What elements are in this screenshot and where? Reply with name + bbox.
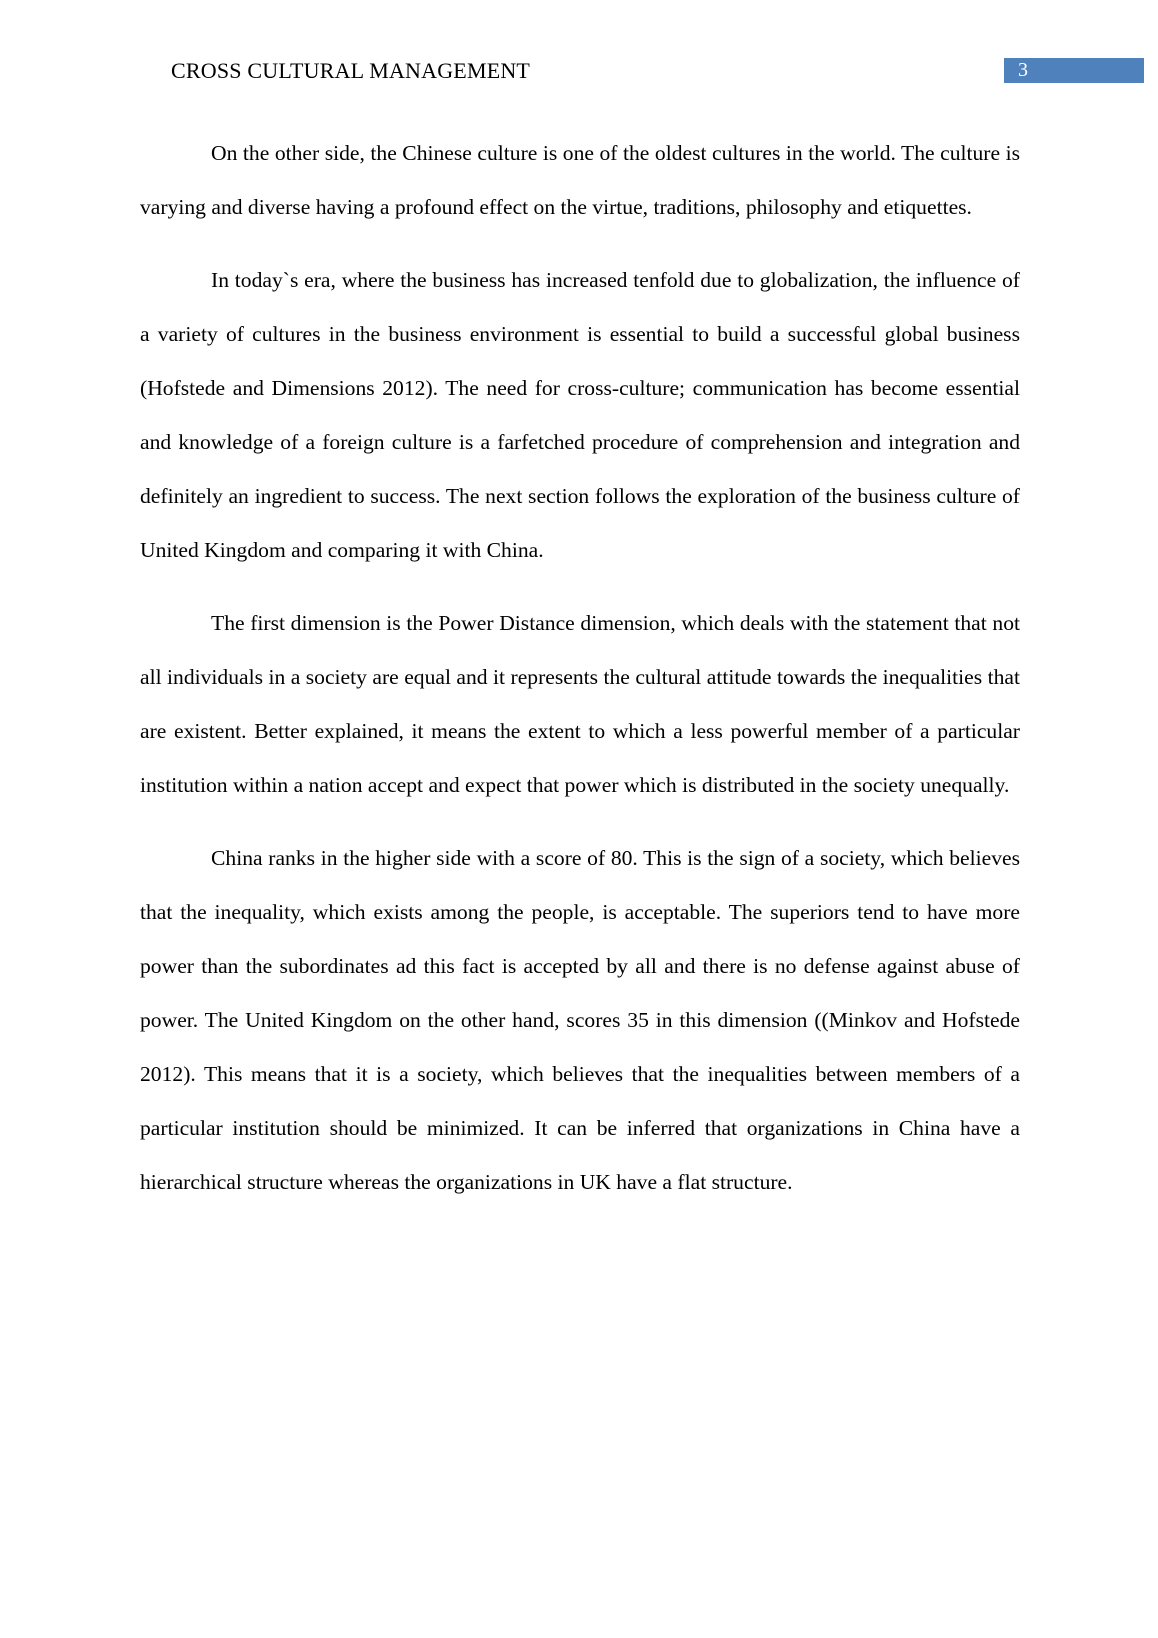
paragraph-chinese-culture: On the other side, the Chinese culture is one of the oldest cultures in the world. The culture is varying and diverse having a profound effect on the virtue, traditions, philosophy and etiquettes. — [140, 141, 1020, 219]
paragraph-power-distance: The first dimension is the Power Distance dimension, which deals with the statement that not all individuals in a society are equal and it represents the cultural attitude towards the inequalities that are existent. Better explained, it means the extent to which a less powerful member of a particular institution within a nation accept and expect that power which is distributed in the society unequally. — [140, 611, 1020, 797]
paragraph-globalization: In today`s era, where the business has increased tenfold due to globalization, the influence of a variety of cultures in the business environment is essential to build a successful global business (Hofstede and Dimensions 2012). The need for cross-culture; communication has become essential and knowledge of a foreign culture is a farfetched procedure of comprehension and integration and definitely an ingredient to success. The next section follows the exploration of the business culture of United Kingdom and comparing it with China. — [140, 268, 1020, 562]
paragraph-china-uk-scores: China ranks in the higher side with a score of 80. This is the sign of a society, which believes that the inequality, which exists among the people, is acceptable. The superiors tend to have more power than the subordinates ad this fact is accepted by all and there is no defense against abuse of power. The United Kingdom on the other hand, scores 35 in this dimension ((Minkov and Hofstede 2012). This means that it is a society, which believes that the inequalities between members of a particular institution should be minimized. It can be inferred that organizations in China have a hierarchical structure whereas the organizations in UK have a flat structure. — [140, 846, 1020, 1194]
page-number-box — [1004, 58, 1144, 83]
page-number: 3 — [1018, 59, 1028, 81]
document-body — [140, 126, 1020, 1228]
running-header-title: CROSS CULTURAL MANAGEMENT — [171, 58, 531, 83]
